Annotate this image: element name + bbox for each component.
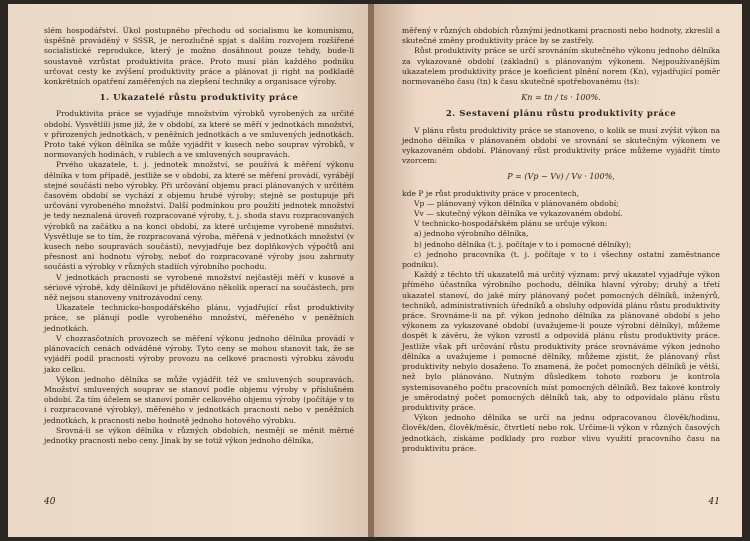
list-item: a) jednoho výrobního dělníka, <box>414 229 529 239</box>
page-number-left: 40 <box>44 497 56 507</box>
open-book <box>8 4 742 537</box>
legend-item: Vp — plánovaný výkon dělníka v plánovaném období; <box>414 198 619 208</box>
paragraph: Produktivita práce se vyjadřuje množstvím výrobků vyrobených za určité období. Vysvětlili jsme již, že v období, za které se měří v jednotkách množství, v přirozených jednotkách, v peněžních jednotkách a ve smluvených jednotkách. Proto také výkon dělníka se může vyjádřit v kusech nebo souprav výrobků, v normovaných hodinách, v rublech a ve smluvených soupravách. <box>44 109 354 160</box>
page-number-right: 41 <box>708 497 720 507</box>
right-page <box>374 4 742 537</box>
left-page-text <box>44 26 354 446</box>
paragraph: Srovná-li se výkon dělníka v různých obdobích, nesmějí se měnit měrné jednotky pracnosti nebo ceny. Jinak by se totiž výkon jednoho dělníka, <box>44 425 354 445</box>
paragraph: V plánu růstu produktivity práce se stanoveno, o kolik se musí zvýšit výkon na jednoho dělníka v plánovaném období ve srovnání se skutečným výkonem ve vykazovaném období. Plánovaný růst produktivity práce můžeme vyjádřit tímto vzorcem: <box>402 125 720 166</box>
legend-item: Vv — skutečný výkon dělníka ve vykazovaném období. <box>414 209 623 219</box>
list-item: b) jednoho dělníka (t. j. počítaje v to i pomocné dělníky); <box>414 239 632 249</box>
left-intro: slém hospodářství. Úkol postupného přechodu od socialismu ke komunismu, úspěšně prováděný v SSSR, je nerozlučně spjat s dalším rozvojem rozšířené socialistické reprodukce, který je možno dosáhnout pouze tehdy, bude-li soustavně vzrůstat produktivita práce. Proto musí plán každého podniku určovat cesty ke zvýšení produktivity práce a plánovat ji right na podkladě konkrétních opatření zaměřených na zlepšení techniky a organisace výroby. <box>44 26 354 87</box>
legend-intro: kde P je růst produktivity práce v procentech, <box>402 188 580 198</box>
paragraph: V technicko-hospodářském plánu se určuje výkon: <box>414 219 608 229</box>
paragraph: V jednotkách pracnosti se vyrobené množství nejčastěji měří v kusové a sériové výrobě, kdy dělníkovi je přidělováno několik operací na součástech, pro něž nejsou stanoveny vnitrozávodní ceny. <box>44 272 354 303</box>
formula-kn: Kn = tn / ts · 100%. <box>521 93 601 103</box>
paragraph: Výkon jednoho dělníka se může vyjádřit též ve smluvených soupravách. Množství smluvených souprav se stanoví podle objemu výroby v příslušném období. Za tím účelem se stanoví poměr celkového objemu výroby (počítáje v to i rozpracované výrobky), měřeného v jednotkách pracnosti nebo v peněžních jednotkách, k pracnosti nebo hodnotě jednoho hotového výrobku. <box>44 374 354 425</box>
section-title-1: 1. Ukazatelé růstu produktivity práce <box>99 93 299 104</box>
paragraph: Růst produktivity práce se určí srovnáním skutečného výkonu jednoho dělníka za vykazované období (základní) s plánovaným výkonem. Nejpoužívanějším ukazatelem produktivity práce je koeficient plnění norem (Kn), vyjadřující poměr normovaného času (tn) k času skutečně spotřebovanému (ts): <box>402 46 720 87</box>
left-page <box>8 4 370 537</box>
formula-p: P = (Vp − Vv) / Vv · 100%, <box>507 172 615 182</box>
right-page-text <box>402 26 720 454</box>
paragraph: Prvého ukazatele, t. j. jednotek množství, se používá k měření výkonu dělníka v tom případě, jestliže se v období, za které se měření provádí, vyrábějí stejné součásti nebo výrobky. Při určování objemu prací plánovaných v určitém časovém období se vychází z objemu hrubé výroby; stejně se postupuje při určování vyrobeného množství. Další podmínkou pro použití jednotek množství je tedy neznalená úroveň rozpracované výroby, t. j. shoda stavu rozpracovaných výrobků na začátku a na konci období, za které určujeme vyrobené množství. Vysvětluje se to tím, že rozpracovaná výroba, měřená v jednotkách množství (v kusech nebo soupravách součástí), nevyjadřuje bez doplňkových výpočtů ani přesnost ani hodnotu výroby, neboť do rozpracované výroby jsou zahrnuty součásti a výrobky v různých stadiích výrobního pochodu. <box>44 160 354 272</box>
paragraph: Výkon jednoho dělníka se určí na jednu odpracovanou člověk/hodinu, člověk/den, člověk/měsíc, čtvrtletí nebo rok. Určíme-li výkon v různých časových jednotkách, získáme podklady pro rozbor vlivu využití pracovního času na produktivitu práce. <box>402 413 720 453</box>
paragraph: V chozrasčotních provozech se měření výkonu jednoho dělníka provádí v plánovacích cenách odváděné výroby. Tyto ceny se mohou stanovit tak, že se vyjádří podíl pracnosti výroby provozu na celkové pracnosti výrobku závodu jako celku. <box>44 333 354 374</box>
list-item: c) jednoho pracovníka (t. j. počítaje v to i všechny ostatní zaměstnance podniku). <box>402 249 720 270</box>
section-title-2: 2. Sestavení plánu růstu produktivity práce <box>445 109 677 120</box>
paragraph: měřený v různých obdobích různými jednotkami pracnosti nebo hodnoty, zkreslil a skutečné změny produktivity práce by se zastřely. <box>402 26 720 46</box>
paragraph: Každý z těchto tří ukazatelů má určitý význam: prvý ukazatel vyjadřuje výkon přímého účastníka výrobního pochodu, dělníka hlavní výroby; druhý a třetí ukazatel stanoví, do jaké míry plánovaný počet pomocných dělníků, inženýrů, techniků, administrativních úředníků a obsluhy odpovídá plánu růstu produktivity práce. Srovnáme-li na př. výkon jednoho dělníka za plánované období s jeho výkonem za vykazované období (uvažujeme-li pouze výrobní dělníky), můžeme dospět k závěru, že výkon vzrostl a odpovídá plánu růstu produktivity práce. Jestliže však při určování růstu produktivity práce srovnáváme výkon jednoho dělníka a uvažujeme i pomocné dělníky, můžeme zjistit, že plánovaný růst produktivity nebylo dosaženo. To znamená, že počet pomocných dělníků je větší, než bylo plánováno. Nutným důsledkem tohoto rozboru je kontrola systemisovaného počtu pracovních míst pomocných dělníků. Bez takové kontroly je směrodatný počet pomocných dělníků tak, aby to odpovídalo plánu růstu produktivity práce. <box>402 270 720 412</box>
paragraph: Ukazatele technicko-hospodářského plánu, vyjadřující růst produktivity práce, se plánují podle vyrobeného množství, měřeného v peněžních jednotkách. <box>44 303 354 333</box>
